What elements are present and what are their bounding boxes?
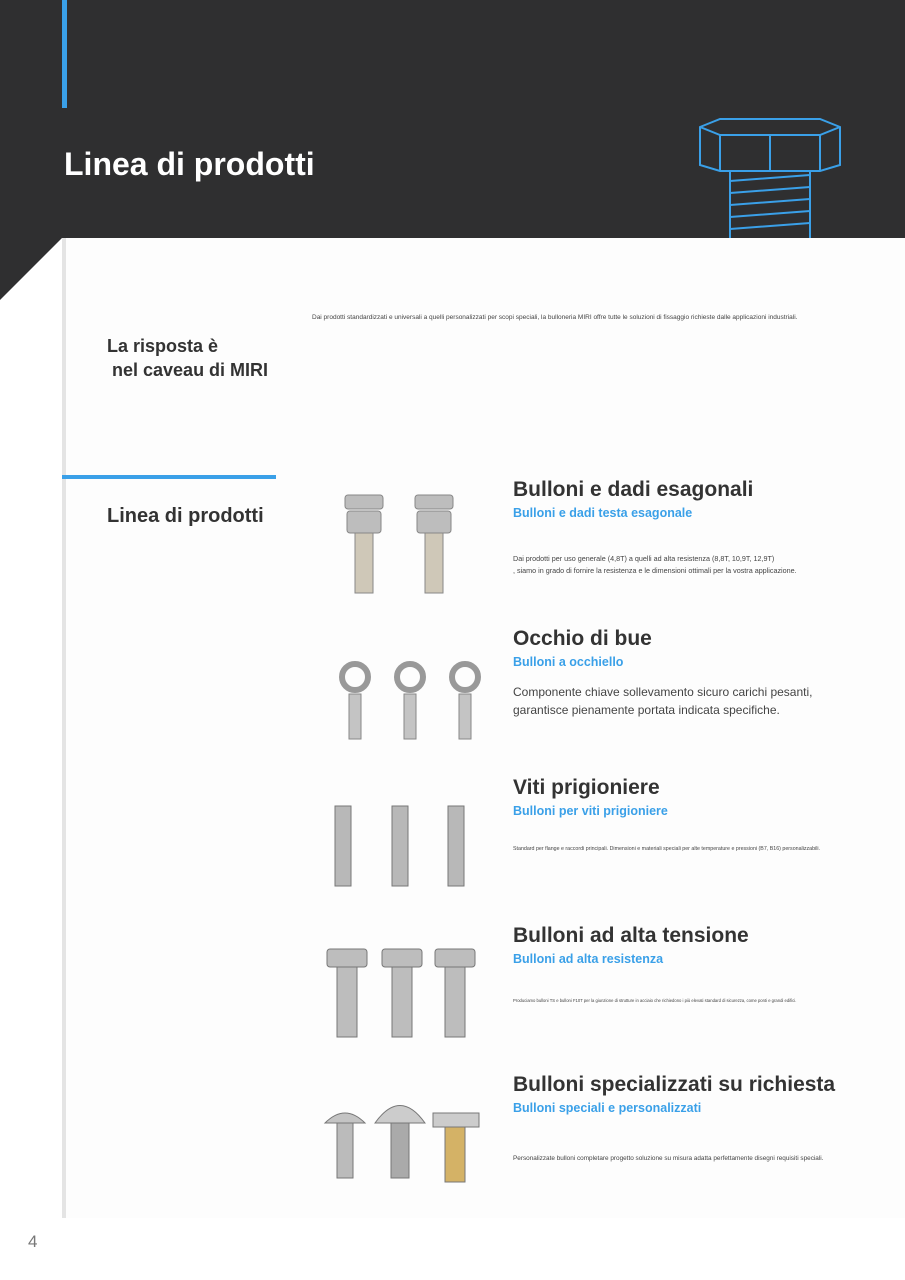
product-subtitle: Bulloni ad alta resistenza (513, 952, 664, 966)
intro-heading-line2: nel caveau di MIRI (107, 360, 269, 380)
product-studs (300, 776, 905, 916)
accent-bar (62, 0, 67, 108)
product-custom (300, 1073, 905, 1213)
product-title: Viti prigioniere (513, 776, 660, 799)
custom-bolts-image (315, 1078, 495, 1198)
eye-bolts-image (315, 632, 495, 752)
intro-text: Dai prodotti standardizzati e universali a quelli personalizzati per scopi speciali, la bulloneria MIRI offre tutte le soluzioni di fissaggio richieste dalle applicazioni industriali. (312, 314, 798, 321)
product-subtitle: Bulloni a occhiello (513, 655, 624, 669)
stud-bolts-image (315, 781, 495, 901)
product-description: Personalizzate bulloni completare progetto soluzione su misura adatta perfettamente disegni requisiti speciali. (513, 1155, 824, 1162)
section-heading: Linea di prodotti (107, 505, 264, 527)
product-description: Dai prodotti per uso generale (4,8T) a quelli ad alta resistenza (8,8T, 10,9T, 12,9T) , siamo in grado di fornire la resistenza e le dimensioni ottimali per la vostra applicazione. (513, 554, 797, 575)
product-hex-bolts (300, 478, 905, 618)
page-title: Linea di prodotti (64, 146, 315, 182)
intro-heading-line1: La risposta è (107, 336, 219, 356)
product-subtitle: Bulloni speciali e personalizzati (513, 1101, 702, 1115)
section-divider (62, 475, 276, 479)
corner-decoration (0, 238, 62, 300)
bolt-outline-icon (690, 115, 850, 238)
product-high-tension (300, 924, 905, 1064)
product-eye-bolts (300, 627, 905, 767)
product-title: Bulloni e dadi esagonali (513, 478, 754, 501)
product-description: Componente chiave sollevamento sicuro carichi pesanti, garantisce pienamente portata indicata specifiche. (513, 685, 813, 717)
high-tension-bolts-image (315, 929, 495, 1049)
page-number: 4 (28, 1232, 38, 1251)
intro-heading (107, 334, 268, 382)
product-subtitle: Bulloni per viti prigioniere (513, 804, 668, 818)
hex-bolts-image (315, 483, 495, 603)
product-subtitle: Bulloni e dadi testa esagonale (513, 506, 693, 520)
product-title: Occhio di bue (513, 627, 652, 650)
product-title: Bulloni specializzati su richiesta (513, 1073, 836, 1096)
product-description: Standard per flange e raccordi principali. Dimensioni e materiali speciali per alte temperature e pressioni (B7, B16) personalizzabili. (513, 846, 821, 852)
product-title: Bulloni ad alta tensione (513, 924, 749, 947)
product-description: Produciamo bulloni TS e bulloni F10T per la giunzione di strutture in acciaio che richiedono i più elevati standard di sicurezza, come ponti e grandi edifici. (513, 998, 797, 1003)
